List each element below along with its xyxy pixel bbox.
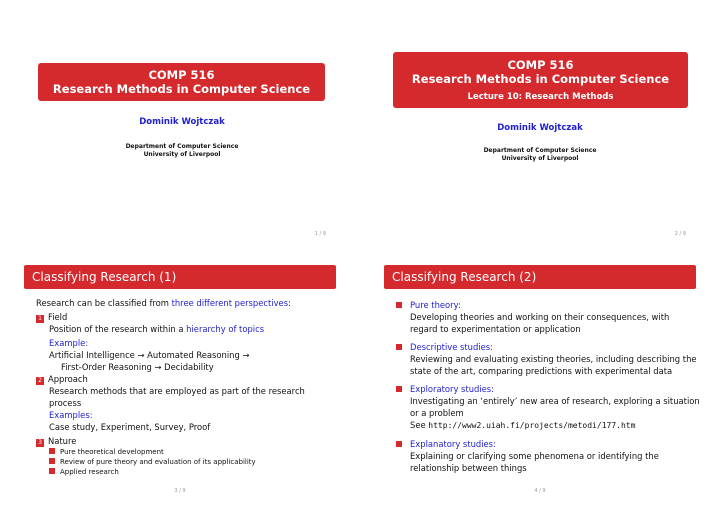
author-name: Dominik Wojtczak <box>139 117 225 127</box>
slide-4 <box>360 255 720 510</box>
field-description: Position of the research within a hierarchy of topics <box>49 324 265 334</box>
lecture-title: Lecture 10: Research Methods <box>467 92 614 102</box>
page-number: 4 / 9 <box>534 488 546 494</box>
square-bullet-icon <box>49 468 55 474</box>
bullet-exploratory-studies: Exploratory studies: Investigating an ‘entirely’ new area of research, exploring a situation or a problem See http://www2.uiah.fi/projects/metodi/177.htm <box>396 383 708 432</box>
number-badge: 2 <box>36 377 44 385</box>
slide-content <box>396 299 708 474</box>
list-item-approach: 2 Approach <box>36 373 341 385</box>
square-bullet-icon <box>49 448 55 454</box>
university: University of Liverpool <box>501 155 579 162</box>
course-code: COMP 516 <box>507 58 574 72</box>
list-item-field: 1 Field <box>36 311 341 323</box>
course-title: Research Methods in Computer Science <box>52 82 311 96</box>
list-item: Applied research <box>36 467 341 477</box>
square-bullet-icon <box>49 458 55 464</box>
page-number: 2 / 9 <box>674 231 686 237</box>
title-banner <box>38 63 325 101</box>
author-name: Dominik Wojtczak <box>497 123 583 133</box>
square-bullet-icon <box>396 441 402 447</box>
approach-description: process <box>49 398 82 408</box>
slide-2 <box>360 0 720 255</box>
slide-heading: Classifying Research (2) <box>384 265 696 289</box>
title-banner <box>393 52 688 108</box>
highlight-text: three different perspectives <box>171 298 289 308</box>
example-line: Artificial Intelligence → Automated Reasoning → <box>49 350 250 360</box>
page-number: 1 / 9 <box>314 231 326 237</box>
department: Department of Computer Science <box>483 147 597 154</box>
list-item: Pure theoretical development <box>36 447 341 457</box>
intro-line: Research can be classified from three different perspectives: <box>36 298 291 308</box>
square-bullet-icon <box>396 386 402 392</box>
list-item: Review of pure theory and evaluation of its applicability <box>36 457 341 467</box>
bullet-pure-theory: Pure theory: Developing theories and working on their consequences, with regard to experimentation or application <box>396 299 708 335</box>
reference-link[interactable]: http://www2.uiah.fi/projects/metodi/177.htm <box>428 421 636 430</box>
institution <box>2 143 360 159</box>
square-bullet-icon <box>396 302 402 308</box>
approach-description: Research methods that are employed as part of the research <box>49 386 305 396</box>
slide-content <box>36 297 341 477</box>
slide-1 <box>0 0 360 255</box>
department: Department of Computer Science <box>125 143 239 150</box>
university: University of Liverpool <box>143 151 221 158</box>
examples-text: Case study, Experiment, Survey, Proof <box>49 422 211 432</box>
example-label: Example: <box>49 338 89 348</box>
example-line: First-Order Reasoning → Decidability <box>61 362 214 372</box>
institution <box>360 147 720 163</box>
highlight-text: hierarchy of topics <box>186 324 265 334</box>
slide-3 <box>0 255 360 510</box>
examples-label: Examples: <box>49 410 93 420</box>
slide-heading: Classifying Research (1) <box>24 265 336 289</box>
bullet-descriptive-studies: Descriptive studies: Reviewing and evaluating existing theories, including describing the state of the art, comparing predictions with experimental data <box>396 341 708 377</box>
page-number: 3 / 9 <box>174 488 186 494</box>
square-bullet-icon <box>396 344 402 350</box>
number-badge: 1 <box>36 315 44 323</box>
list-item-nature: 3 Nature <box>36 435 341 447</box>
course-title: Research Methods in Computer Science <box>411 72 670 86</box>
bullet-explanatory-studies: Explanatory studies: Explaining or clarifying some phenomena or identifying the relationship between things <box>396 438 708 474</box>
course-code: COMP 516 <box>148 68 215 82</box>
number-badge: 3 <box>36 439 44 447</box>
